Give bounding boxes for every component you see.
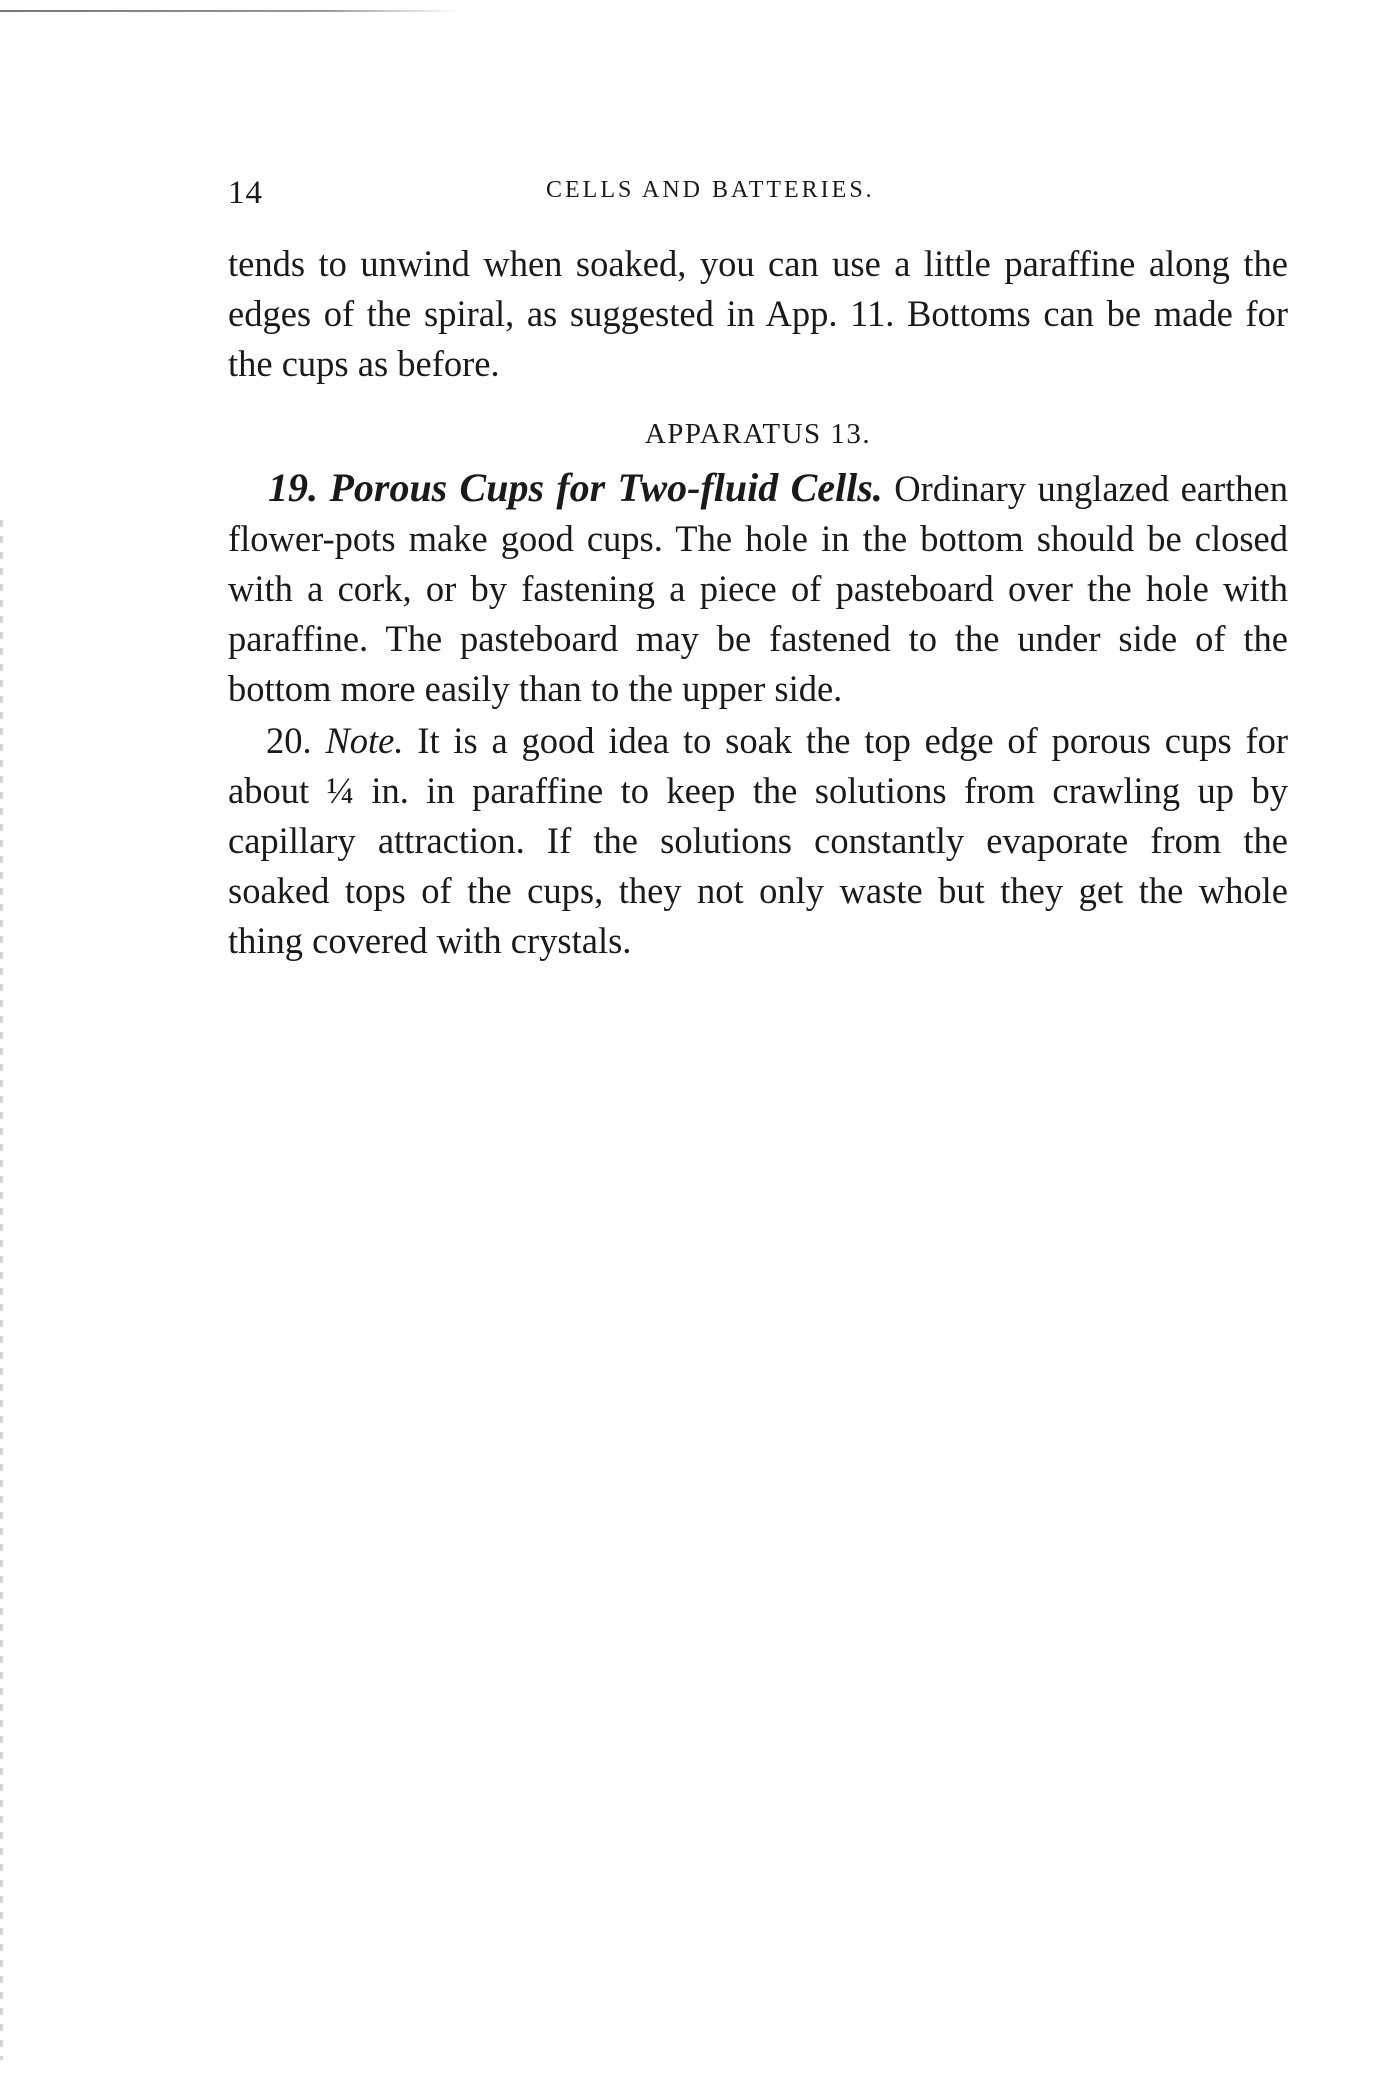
section-20-body: It is a good idea to soak the top edge of porous cups for about ¼ in. in paraffine to keep the solutions from crawling up by capillary attraction. If the solutions constantly evaporate from the soaked tops of the cups, they not only waste but they get the whole thing covered with crystals.: [228, 720, 1289, 961]
running-head-title: CELLS AND BATTERIES.: [546, 177, 875, 203]
scan-edge-left: [0, 520, 3, 2060]
section-20-label: Note.: [325, 720, 404, 761]
section-19-body: Ordinary unglazed earthen flower-pots make good cups. The hole in the bottom should be closed with a cork, or by fastening a piece of pasteboard over the hole with paraffine. The pasteboard may be fastened to the under side of the bottom more easily than to the upper side.: [228, 468, 1289, 709]
book-page: [228, 165, 1288, 966]
section-20-number: 20.: [266, 720, 312, 761]
scan-edge-top: [0, 10, 460, 12]
apparatus-heading: APPARATUS 13.: [644, 418, 872, 450]
running-head: [228, 165, 1288, 215]
section-19-title: Porous Cups for Two-fluid Cells.: [329, 465, 883, 510]
page-number: 14: [228, 175, 263, 211]
section-19-paragraph: [228, 463, 1288, 714]
section-20-paragraph: [228, 716, 1288, 966]
section-19-number: 19.: [268, 465, 318, 510]
continuation-paragraph: tends to unwind when soaked, you can use a little paraffine along the edges of the spiral, as suggested in App. 11. Bottoms can be made for the cups as before.: [228, 243, 1288, 384]
